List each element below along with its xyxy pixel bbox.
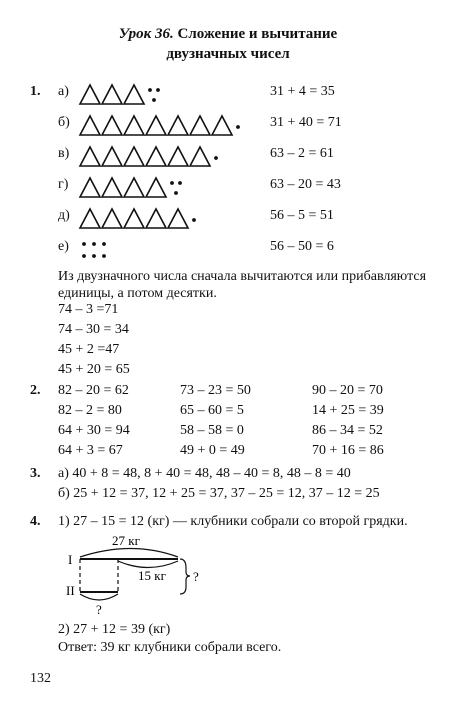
task-1-row — [58, 142, 418, 170]
equation: 64 + 3 = 67 — [58, 443, 123, 458]
triangle-shape — [168, 147, 188, 166]
triangle-shape — [124, 178, 144, 197]
triangle-shape — [146, 147, 166, 166]
equation: 82 – 2 = 80 — [58, 403, 122, 418]
dot-shape — [192, 218, 196, 222]
dot-shape — [178, 181, 182, 185]
row-label: б) — [58, 115, 70, 130]
dot-shape — [156, 88, 160, 92]
task-1-row — [58, 204, 418, 232]
row-label: в) — [58, 146, 70, 161]
triangle-shape — [190, 116, 210, 135]
triangle-shape — [124, 209, 144, 228]
triangle-shape — [190, 147, 210, 166]
segment-diagram-svg — [58, 532, 218, 616]
brace-bottom — [80, 594, 118, 600]
row-equation: 56 – 5 = 51 — [270, 208, 334, 223]
dot-shape — [148, 88, 152, 92]
triangle-shape — [80, 178, 100, 197]
triangle-shape — [80, 116, 100, 135]
task-2-column-3 — [312, 381, 384, 461]
triangle-shape — [146, 116, 166, 135]
label-top: 27 кг — [112, 533, 140, 548]
dot-shape — [174, 191, 178, 195]
task-1-step: 74 – 3 =71 — [58, 302, 119, 317]
label-mid: 15 кг — [138, 568, 166, 583]
dot-shape — [82, 254, 86, 258]
equation: 73 – 23 = 50 — [180, 383, 251, 398]
triangle-shape — [102, 147, 122, 166]
row-equation: 63 – 20 = 43 — [270, 177, 341, 192]
row-label: д) — [58, 208, 70, 223]
task-4-answer: Ответ: 39 кг клубники собрали всего. — [58, 640, 282, 655]
brace-top — [80, 549, 178, 558]
row-label-1: I — [68, 552, 73, 567]
task-1-row — [58, 173, 418, 201]
triangle-shape — [124, 116, 144, 135]
triangle-shape — [212, 116, 232, 135]
equation: 90 – 20 = 70 — [312, 383, 383, 398]
dot-shape — [102, 242, 106, 246]
task-1-step: 45 + 20 = 65 — [58, 362, 130, 377]
dot-shape — [152, 98, 156, 102]
shape-group — [78, 173, 268, 201]
brace-right — [180, 559, 190, 594]
shape-group — [78, 204, 268, 232]
task-4-number: 4. — [30, 514, 41, 529]
equation: 64 + 30 = 94 — [58, 423, 130, 438]
shape-group — [78, 111, 268, 139]
row-equation: 31 + 40 = 71 — [270, 115, 342, 130]
triangle-shape — [168, 209, 188, 228]
task-2-column-1 — [58, 381, 130, 461]
task-1-row — [58, 111, 418, 139]
brace-mid — [118, 561, 178, 568]
task-1-row — [58, 80, 418, 108]
task-3-line-b: б) 25 + 12 = 37, 12 + 25 = 37, 37 – 25 = 12, 37 – 12 = 25 — [58, 486, 380, 501]
task-2-number: 2. — [30, 383, 41, 398]
task-4-step-2: 2) 27 + 12 = 39 (кг) — [58, 622, 171, 637]
triangle-shape — [146, 178, 166, 197]
row-label: а) — [58, 84, 69, 99]
task-1-note: Из двузначного числа сначала вычитаются или прибавляются единицы, а потом десятки. — [58, 269, 427, 301]
task-3-number: 3. — [30, 466, 41, 481]
dot-shape — [214, 156, 218, 160]
task-3-line-a: а) 40 + 8 = 48, 8 + 40 = 48, 48 – 40 = 8, 48 – 8 = 40 — [58, 466, 351, 481]
task-1-step: 45 + 2 =47 — [58, 342, 120, 357]
shape-group — [78, 142, 268, 170]
question-bottom: ? — [96, 602, 102, 616]
row-label: е) — [58, 239, 69, 254]
question-right: ? — [193, 569, 199, 584]
triangle-shape — [80, 147, 100, 166]
triangle-shape — [124, 147, 144, 166]
equation: 49 + 0 = 49 — [180, 443, 245, 458]
shape-group — [78, 235, 268, 263]
segment-diagram — [58, 532, 218, 616]
task-4-step-1: 1) 27 – 15 = 12 (кг) — клубники собрали со второй грядки. — [58, 514, 408, 529]
triangle-shape — [146, 209, 166, 228]
triangle-shape — [102, 85, 122, 104]
triangle-shape — [168, 116, 188, 135]
dot-shape — [236, 125, 240, 129]
equation: 70 + 16 = 86 — [312, 443, 384, 458]
triangle-shape — [102, 178, 122, 197]
equation: 86 – 34 = 52 — [312, 423, 383, 438]
triangle-shape — [102, 209, 122, 228]
shape-group — [78, 80, 268, 108]
equation: 82 – 20 = 62 — [58, 383, 129, 398]
dot-shape — [92, 242, 96, 246]
row-label-2: II — [66, 583, 75, 598]
lesson-title: Урок 36. Сложение и вычитание — [118, 26, 338, 42]
triangle-shape — [80, 209, 100, 228]
row-equation: 56 – 50 = 6 — [270, 239, 334, 254]
task-2-column-2 — [180, 381, 251, 461]
lesson-subtitle: двузначных чисел — [166, 46, 290, 62]
dot-shape — [170, 181, 174, 185]
dot-shape — [82, 242, 86, 246]
equation: 14 + 25 = 39 — [312, 403, 384, 418]
page-number: 132 — [30, 671, 51, 686]
row-label: г) — [58, 177, 69, 192]
triangle-shape — [102, 116, 122, 135]
task-1-row — [58, 235, 418, 263]
row-equation: 63 – 2 = 61 — [270, 146, 334, 161]
task-1-number: 1. — [30, 84, 41, 99]
equation: 65 – 60 = 5 — [180, 403, 244, 418]
task-1-step: 74 – 30 = 34 — [58, 322, 129, 337]
triangle-shape — [80, 85, 100, 104]
dot-shape — [92, 254, 96, 258]
row-equation: 31 + 4 = 35 — [270, 84, 335, 99]
triangle-shape — [124, 85, 144, 104]
task-1-steps — [58, 300, 130, 380]
equation: 58 – 58 = 0 — [180, 423, 244, 438]
dot-shape — [102, 254, 106, 258]
